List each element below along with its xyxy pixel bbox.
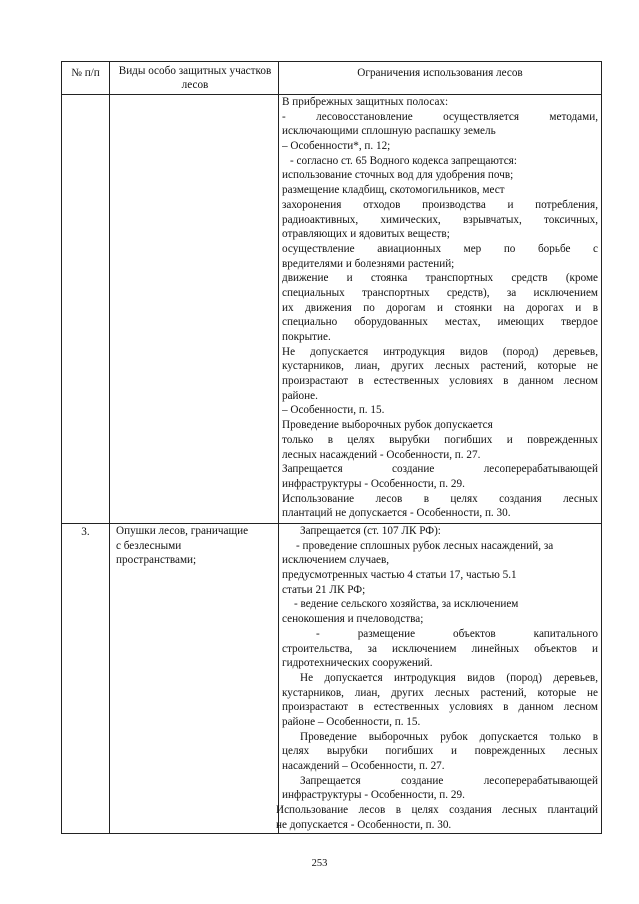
text-line: осуществление авиационных мер по борьбе с — [282, 242, 598, 255]
header-site-type: Виды особо защитных участков лесов — [118, 65, 272, 91]
text-line: Запрещается создание лесоперерабатывающей — [300, 774, 598, 787]
text-line: с безлесными — [116, 539, 182, 552]
text-line: отравляющих и ядовитых веществ; — [282, 228, 450, 241]
text-line: - проведение сплошных рубок лесных насаждений, за — [296, 539, 554, 552]
text-line: плантаций не допускается - Особенности, п. 30. — [282, 507, 511, 520]
text-line: кустарников, лиан, других лесных растений, которые не — [282, 360, 598, 373]
text-line: движение и стоянка транспортных средств (кроме — [282, 272, 598, 285]
text-line: гидротехнических сооружений. — [282, 657, 433, 670]
text-line: инфраструктуры - Особенности, п. 29. — [282, 477, 465, 490]
text-line: В прибрежных защитных полосах: — [282, 96, 449, 108]
header-restrictions: Ограничения использования лесов — [357, 67, 523, 79]
text-line: целях вырубки погибших и поврежденных лесных — [282, 745, 598, 758]
text-line: пространствами; — [116, 554, 197, 567]
row-number: 3. — [81, 526, 90, 538]
text-line: Использование лесов в целях создания лесных — [282, 492, 598, 505]
column-divider — [109, 62, 110, 833]
text-line: специальных транспортных средств), за исключением — [282, 286, 598, 299]
header-number: № п/п — [71, 67, 100, 79]
text-line: инфраструктуры - Особенности, п. 29. — [282, 789, 465, 802]
site-type-text — [116, 524, 276, 568]
text-line: исключающими сплошную распашку земель — [282, 125, 496, 138]
page-number: 253 — [311, 858, 328, 869]
text-line: покрытие. — [282, 331, 331, 343]
text-line: Не допускается интродукция видов (пород) деревьев, — [282, 345, 598, 358]
text-line: Запрещается создание лесоперерабатывающей — [282, 463, 598, 476]
text-line: - лесовосстановление осуществляется методами, — [282, 110, 598, 123]
continued-restrictions-text — [282, 95, 598, 521]
text-line: Запрещается (ст. 107 ЛК РФ): — [300, 525, 441, 537]
text-line: специально оборудованных местах, имеющих твердое — [282, 316, 598, 329]
text-line: Не допускается интродукция видов (пород) деревьев, — [300, 671, 598, 684]
text-line: Опушки лесов, граничащие — [116, 525, 249, 537]
text-line: – Особенности, п. 15. — [282, 404, 385, 417]
text-line: их движения по дорогам и стоянки на дорогах и в — [282, 301, 598, 314]
text-line: лесных насаждений - Особенности, п. 27. — [282, 448, 481, 461]
text-line: районе. — [282, 389, 318, 402]
text-line: исключением случаев, — [282, 554, 390, 567]
text-line: предусмотренных частью 4 статьи 17, частью 5.1 — [282, 569, 517, 582]
restrictions-table — [61, 61, 602, 834]
text-line: - ведение сельского хозяйства, за исключением — [294, 598, 519, 611]
text-line: радиоактивных, химических, взрывчатых, токсичных, — [282, 213, 598, 226]
text-line: не допускается - Особенности, п. 30. — [276, 818, 452, 831]
text-line: насаждений – Особенности, п. 27. — [282, 760, 445, 772]
text-line: размещение кладбищ, скотомогильников, мест — [282, 184, 505, 197]
text-line: районе – Особенности, п. 15. — [282, 715, 421, 728]
text-line: - размещение объектов капитального — [316, 627, 598, 640]
text-line: вредителями и болезнями растений; — [282, 257, 455, 270]
text-line: Использование лесов в целях создания лесных плантаций — [276, 804, 598, 817]
text-line: сенокошения и пчеловодства; — [282, 613, 424, 626]
text-line: произрастают в естественных условиях в данном лесном — [282, 375, 598, 388]
text-line: использование сточных вод для удобрения почв; — [282, 169, 514, 182]
forest-edge-restrictions-text — [276, 524, 598, 832]
text-line: кустарников, лиан, других лесных растений, которые не — [282, 686, 598, 699]
text-line: Проведение выборочных рубок допускается — [282, 419, 493, 432]
text-line: – Особенности*, п. 12; — [282, 140, 391, 153]
text-line: строительства, за исключением линейных объектов и — [282, 642, 598, 655]
text-line: произрастают в естественных условиях в данном лесном — [282, 701, 598, 714]
text-line: статьи 21 ЛК РФ; — [282, 583, 366, 596]
text-line: захоронения отходов производства и потребления, — [282, 198, 598, 211]
text-line: - согласно ст. 65 Водного кодекса запрещаются: — [290, 154, 517, 167]
text-line: Проведение выборочных рубок допускается только в — [300, 730, 598, 743]
text-line: только в целях вырубки погибших и поврежденных — [282, 433, 598, 446]
column-divider — [278, 62, 279, 833]
